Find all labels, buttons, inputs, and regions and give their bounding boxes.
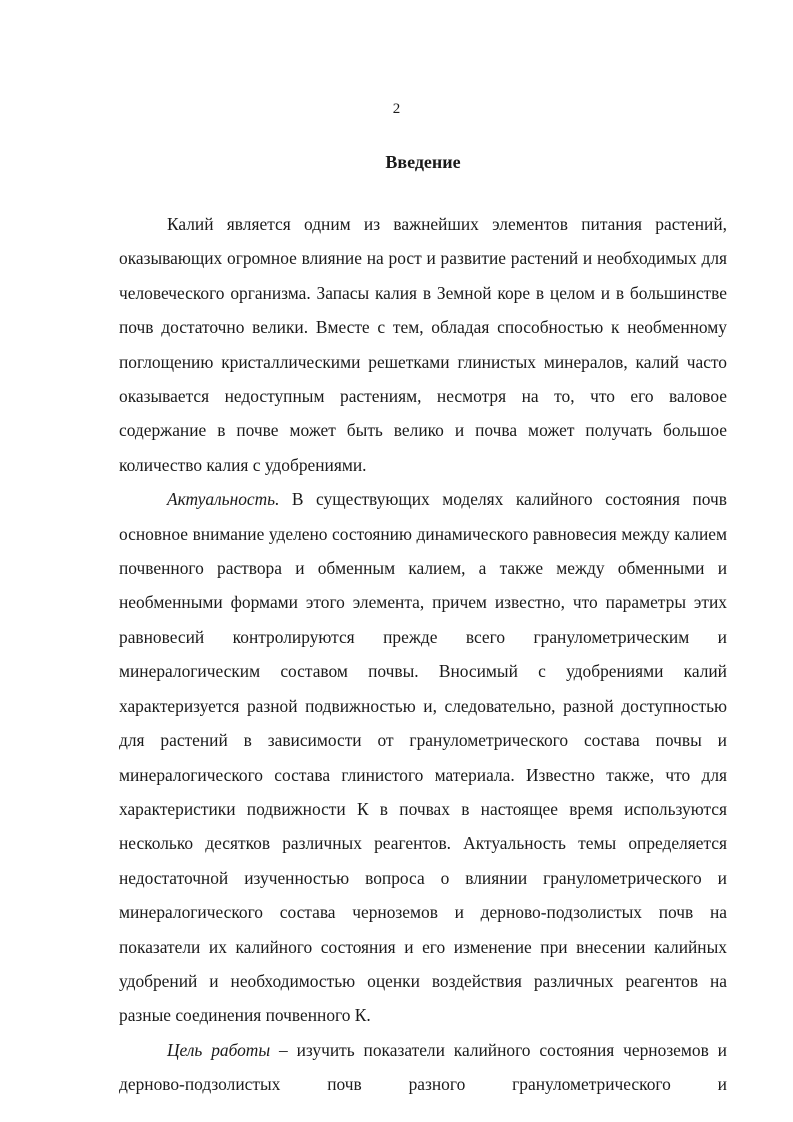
page-number: 2 [392, 101, 401, 117]
paragraph-intro-text: Калий является одним из важнейших элементов питания растений, оказывающих огромное влияние на рост и развитие растений и необходимых для человеческого организма. Запасы калия в Земной коре в целом и в большинстве почв достаточно велики. Вместе с тем, обладая способностью к необменному поглощению кристаллическими решетками глинистых минералов, калий часто оказывается недоступным растениям, несмотря на то, что его валовое содержание в почве может быть велико и почва может получать большое количество калия с удобрениями. [119, 214, 727, 475]
paragraph-goal-lead: Цель работы [167, 1039, 271, 1060]
paragraph-relevance-text: В существующих моделях калийного состояния почв основное внимание уделено состоянию динамического равновесия между калием почвенного раствора и обменным калием, а также между обменными и необменными формами этого элемента, причем известно, что параметры этих равновесий контролируются прежде всего гранулометрическим и минералогическим составом почвы. Вносимый с удобрениями калий характеризуется разной подвижностью и, следовательно, разной доступностью для растений в зависимости от гранулометрического состава почвы и минералогического состава глинистого материала. Известно также, что для характеристики подвижности К в почвах в настоящее время используются несколько десятков различных реагентов. Актуальность темы определяется недостаточной изученностью вопроса о влиянии гранулометрического и минералогического состава черноземов и дерново-подзолистых почв на показатели их калийного состояния и его изменение при внесении калийных удобрений и необходимостью оценки воздействия различных реагентов на разные соединения почвенного К. [119, 489, 727, 1026]
paragraph-intro [119, 207, 727, 482]
section-heading: Введение [385, 152, 461, 172]
paragraph-goal [119, 1033, 727, 1102]
paragraph-goal-text: – изучить показатели калийного состояния черноземов и дерново-подзолистых почв разного гранулометрического и [119, 1039, 727, 1095]
document-body [119, 207, 727, 1102]
paragraph-relevance [119, 482, 727, 1033]
paragraph-relevance-lead: Актуальность. [167, 489, 280, 510]
